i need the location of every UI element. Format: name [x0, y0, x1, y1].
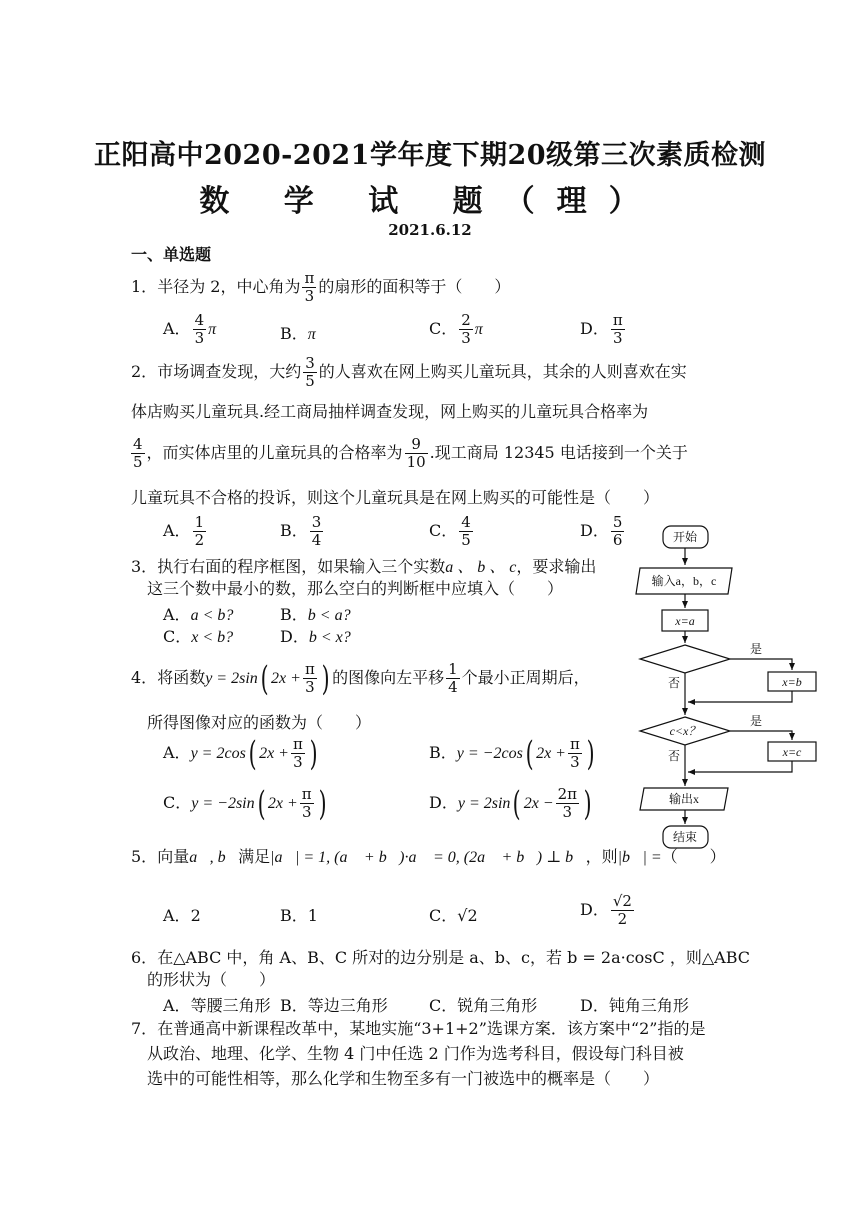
- question-6: 6．在△ABC 中，角 A、B、C 所对的边分别是 a、b、c，若 b = 2a·cosC ，则△ABC: [131, 948, 750, 967]
- option-a: A．y = 2cos( 2x + $\frac{\pi}{3}$ ): [163, 733, 318, 774]
- question-text: 的扇形的面积等于（ ）: [318, 277, 511, 296]
- option-d: D．b < x?: [280, 627, 351, 646]
- question-2-line-4: 儿童玩具不合格的投诉，则这个儿童玩具是在网上购买的可能性是（ ）: [131, 488, 660, 507]
- option-b: B．1: [280, 906, 318, 925]
- flow-yes-label-1: 是: [750, 642, 763, 656]
- option-c: C．√2: [429, 906, 478, 925]
- flow-input-label: 输入a，b，c: [651, 574, 717, 588]
- fraction: $\frac{\pi}{3}$: [304, 269, 315, 305]
- option-d: D． $\frac{5}{6}$: [580, 513, 623, 549]
- option-a: A．等腰三角形: [163, 996, 271, 1015]
- option-d: D． $\frac{\pi}{3}$: [580, 311, 623, 347]
- flow-start-label: 开始: [672, 530, 698, 544]
- question-3-line-2: 这三个数中最小的数，那么空白的判断框中应填入（ ）: [147, 579, 564, 598]
- flow-end-label: 结束: [672, 830, 698, 844]
- flow-assign-a-label: x=a: [675, 614, 695, 628]
- section-heading: 一、单选题: [131, 245, 212, 264]
- question-4: 4．将函数y = 2sin( 2x + $\frac{\pi}{3}$ ) 的图像向左平移 $\frac{1}{4}$ 个最小正周期后，: [131, 658, 590, 699]
- exam-title: 正阳高中2020-2021学年度下期20级第三次素质检测: [93, 140, 767, 171]
- option-a: A． $\frac{1}{2}$: [163, 513, 205, 549]
- option-d: D．y = 2sin( 2x − $\frac{2\pi}{3}$ ): [429, 783, 592, 824]
- option-a: A． $\frac{4}{3}$ π: [163, 311, 217, 347]
- question-7-line-2: 从政治、地理、化学、生物 4 门中任选 2 门作为选考科目，假设每门科目被: [147, 1044, 684, 1063]
- question-2: 2．市场调查发现，大约 $\frac{3}{5}$ 的人喜欢在网上购买儿童玩具，其余的人则喜欢在实: [131, 354, 687, 390]
- exam-subtitle: 数 学 试 题（理）: [199, 184, 661, 219]
- flow-blank-decision: [640, 645, 730, 673]
- question-4-line-2: 所得图像对应的函数为（ ）: [147, 713, 372, 732]
- question-5: 5．向量a⃗, b⃗满足|a⃗| = 1, (a⃗ + b⃗)·a⃗ = 0, (2a⃗ + b⃗) ⊥ b⃗，则|b⃗| =（ ）: [131, 847, 726, 866]
- option-a: A．2: [163, 906, 201, 925]
- flow-output-label: 输出x: [668, 792, 700, 806]
- flow-no-label-2: 否: [668, 749, 681, 763]
- option-b: B． $\frac{3}{4}$: [280, 513, 322, 549]
- exam-date: 2021.6.12: [388, 221, 472, 239]
- option-b: B．y = −2cos( 2x + $\frac{\pi}{3}$ ): [429, 733, 595, 774]
- question-3: 3．执行右面的程序框图，如果输入三个实数a 、 b 、 c，要求输出: [131, 557, 597, 576]
- option-b: B．等边三角形: [280, 996, 388, 1015]
- option-c: C．y = −2sin( 2x + $\frac{\pi}{3}$ ): [163, 783, 327, 824]
- option-c: C． $\frac{4}{5}$: [429, 513, 471, 549]
- flow-decision-label: c<x？: [669, 724, 701, 738]
- question-2-line-3: $\frac{4}{5}$ ，而实体店里的儿童玩具的合格率为 $\frac{9}{10}$ .现工商局 12345 电话接到一个关于: [133, 435, 688, 471]
- option-a: A．a < b?: [163, 605, 234, 624]
- option-b: B．π: [280, 324, 316, 343]
- question-number: 1．: [131, 277, 158, 296]
- option-b: B．b < a?: [280, 605, 351, 624]
- option-c: C． $\frac{2}{3}$ π: [429, 311, 483, 347]
- flow-assign-c-label: x=c: [782, 745, 802, 759]
- option-d: D． $\frac{√2}{2}$: [580, 892, 632, 928]
- question-7: 7．在普通高中新课程改革中，某地实施“3+1+2”选课方案．该方案中“2”指的是: [131, 1019, 706, 1038]
- option-c: C．锐角三角形: [429, 996, 538, 1015]
- option-d: D．钝角三角形: [580, 996, 689, 1015]
- question-2-line-2: 体店购买儿童玩具.经工商局抽样调查发现，网上购买的儿童玩具合格率为: [131, 402, 649, 421]
- flow-yes-label-2: 是: [750, 714, 763, 728]
- flow-no-label-1: 否: [668, 676, 681, 690]
- question-7-line-3: 选中的可能性相等，那么化学和生物至多有一门被选中的概率是（ ）: [147, 1069, 660, 1088]
- flow-assign-b-label: x=b: [782, 675, 802, 689]
- question-6-line-2: 的形状为（ ）: [147, 970, 276, 989]
- question-text: 半径为 2，中心角为: [157, 277, 301, 296]
- option-c: C．x < b?: [163, 627, 234, 646]
